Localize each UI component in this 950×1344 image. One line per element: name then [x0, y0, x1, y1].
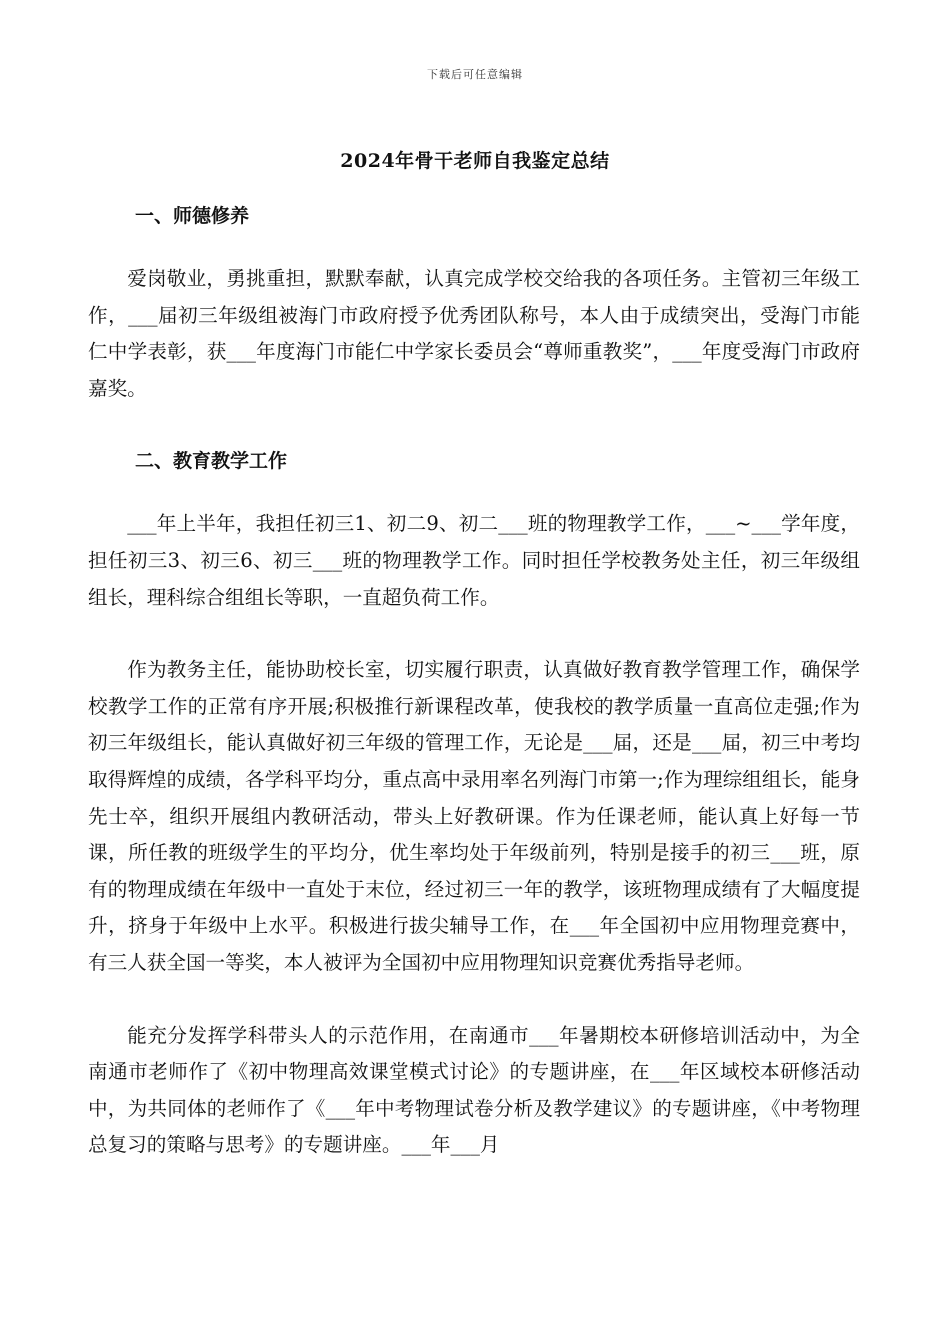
paragraph: ___年上半年，我担任初三1、初二9、初二___班的物理教学工作，___~___学年度，担任初三3、初三6、初三___班的物理教学工作。同时担任学校教务处主任，初三年级组组长，理科综合组组长等职，一直超负荷工作。: [88, 512, 860, 609]
paragraph: 作为教务主任，能协助校长室，切实履行职责，认真做好教育教学管理工作，确保学校教学工作的正常有序开展;积极推行新课程改革，使我校的教学质量一直高位走强;作为初三年级组长，能认真做好初三年级的管理工作，无论是___届，还是___届，初三中考均取得辉煌的成绩，各学科平均分，重点高中录用率名列海门市第一;作为理综组组长，能身先士卒，组织开展组内教研活动，带头上好教研课。作为任课老师，能认真上好每一节课，所任教的班级学生的平均分，优生率均处于年级前列，特别是接手的初三___班，原有的物理成绩在年级中一直处于末位，经过初三一年的教学，该班物理成绩有了大幅度提升，挤身于年级中上水平。积极进行拔尖辅导工作，在___年全国初中应用物理竞赛中，有三人获全国一等奖，本人被评为全国初中应用物理知识竞赛优秀指导老师。: [88, 658, 860, 974]
section-heading-ethics: 一、师德修养: [135, 205, 250, 227]
document-body: [88, 198, 860, 1200]
page-header-note: 下载后可任意编辑: [427, 68, 523, 81]
document-title: 2024年骨干老师自我鉴定总结: [340, 150, 610, 172]
paragraph: 爱岗敬业，勇挑重担，默默奉献，认真完成学校交给我的各项任务。主管初三年级工作，___届初三年级组被海门市政府授予优秀团队称号，本人由于成绩突出，受海门市能仁中学表彰，获___年度海门市能仁中学家长委员会“尊师重教奖”，___年度受海门市政府嘉奖。: [88, 267, 860, 400]
section-teaching: [88, 443, 860, 1164]
section-heading-teaching: 二、教育教学工作: [135, 450, 288, 473]
section-ethics: [88, 198, 860, 407]
paragraph: 能充分发挥学科带头人的示范作用，在南通市___年暑期校本研修培训活动中，为全南通市老师作了《初中物理高效课堂模式讨论》的专题讲座，在___年区域校本研修活动中，为共同体的老师作了《___年中考物理试卷分析及教学建议》的专题讲座，《中考物理总复习的策略与思考》的专题讲座。___年___月: [88, 1023, 860, 1157]
